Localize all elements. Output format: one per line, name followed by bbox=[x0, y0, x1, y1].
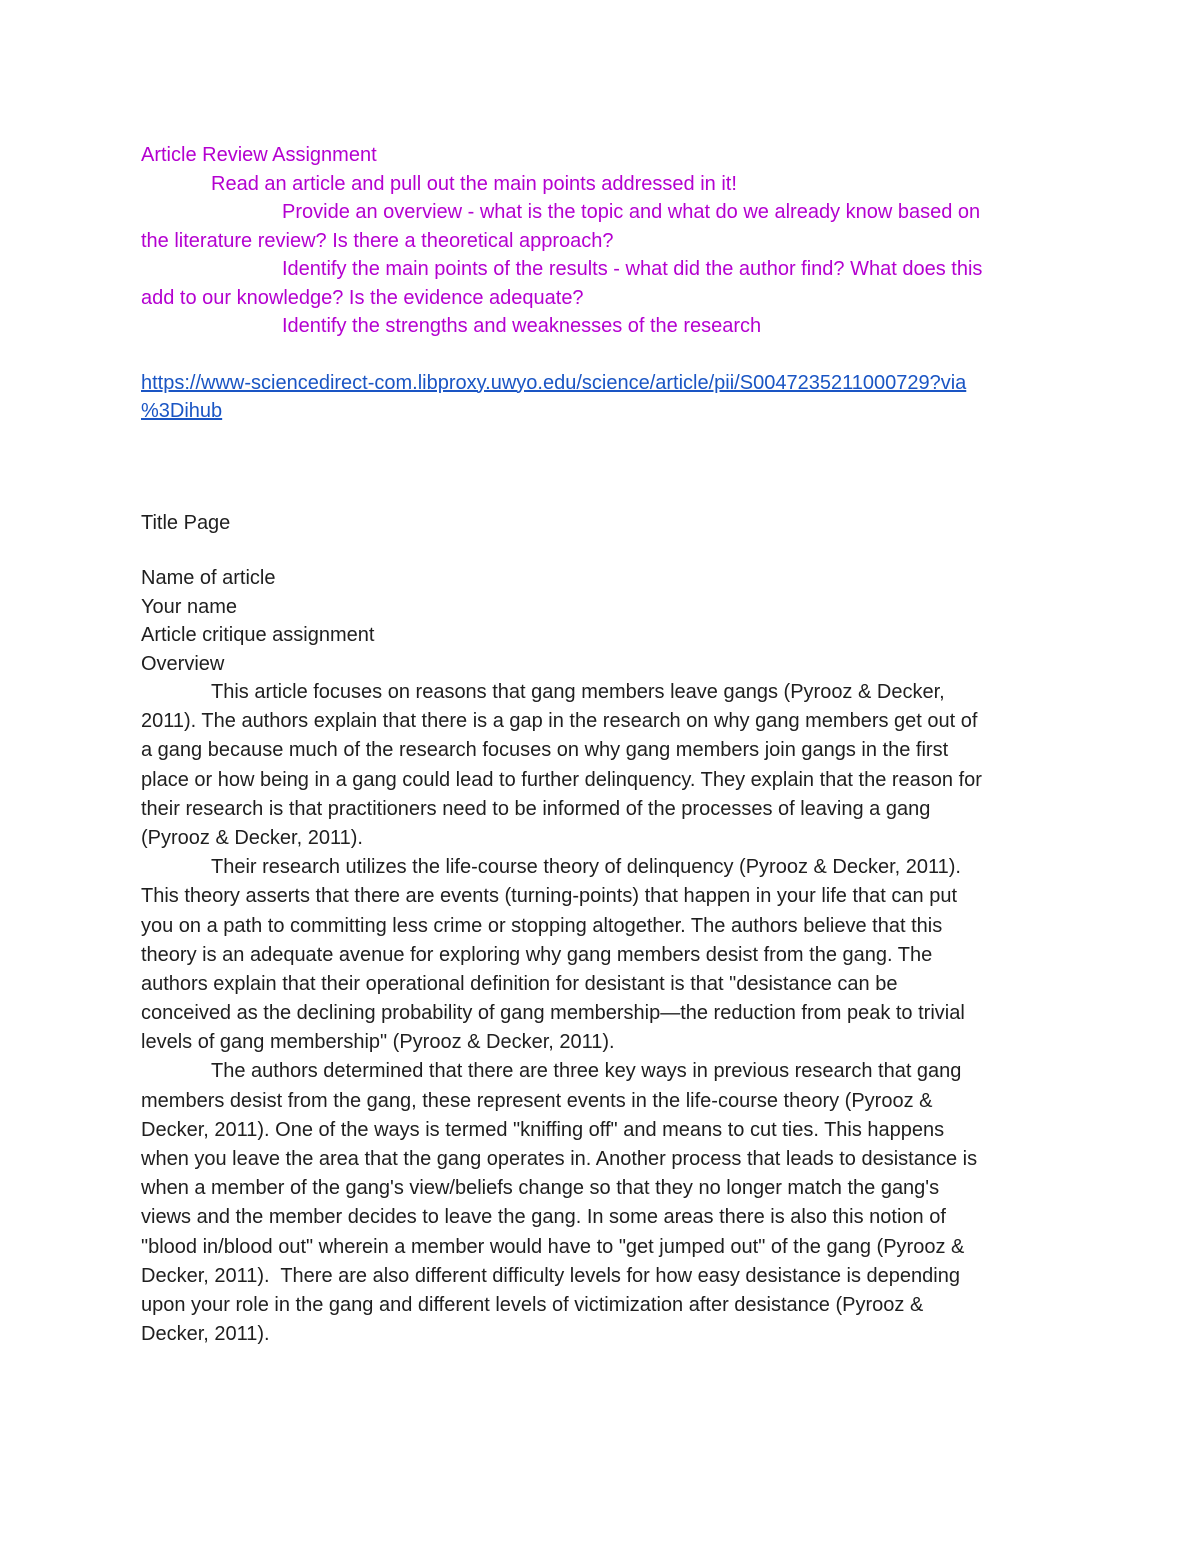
your-name-label: Your name bbox=[141, 595, 237, 618]
name-of-article-label: Name of article bbox=[141, 567, 276, 589]
paragraph-2 bbox=[141, 853, 1061, 1057]
overview-heading: Overview bbox=[141, 652, 225, 675]
document-page bbox=[141, 141, 1061, 1349]
paragraph-line: when a member of the gang's view/beliefs change so that they no longer match the gang's bbox=[141, 1177, 940, 1200]
paragraph-line: This article focuses on reasons that gang members leave gangs (Pyrooz & Decker, bbox=[211, 681, 945, 703]
paragraph-line: views and the member decides to leave the gang. In some areas there is also this notion of bbox=[141, 1206, 946, 1229]
paragraph-line: theory is an adequate avenue for exploring why gang members desist from the gang. The bbox=[141, 943, 933, 966]
paragraph-line: Decker, 2011). One of the ways is termed "kniffing off" and means to cut ties. This happens bbox=[141, 1118, 945, 1141]
overview-body bbox=[141, 678, 1061, 1349]
paragraph-line: Decker, 2011). There are also different difficulty levels for how easy desistance is depending bbox=[141, 1264, 960, 1287]
paragraph-line: conceived as the declining probability of gang membership—the reduction from peak to trivial bbox=[141, 1002, 965, 1025]
paragraph-line: upon your role in the gang and different levels of victimization after desistance (Pyrooz & bbox=[141, 1293, 924, 1316]
paragraph-line: when you leave the area that the gang operates in. Another process that leads to desistance is bbox=[141, 1148, 978, 1170]
paragraph-line: members desist from the gang, these represent events in the life-course theory (Pyrooz & bbox=[141, 1089, 933, 1112]
assignment-point-strengths: Identify the strengths and weaknesses of the research bbox=[282, 315, 762, 337]
paragraph-line: Decker, 2011). bbox=[141, 1323, 270, 1346]
paragraph-line: 2011). The authors explain that there is a gap in the research on why gang members get out of bbox=[141, 710, 978, 733]
assignment-point-results-cont: add to our knowledge? Is the evidence adequate? bbox=[141, 286, 584, 309]
paragraph-line: their research is that practitioners need to be informed of the processes of leaving a gang bbox=[141, 797, 931, 820]
paragraph-line: a gang because much of the research focuses on why gang members join gangs in the first bbox=[141, 739, 949, 762]
paragraph-line: you on a path to committing less crime or stopping altogether. The authors believe that this bbox=[141, 914, 943, 937]
paragraph-line: levels of gang membership" (Pyrooz & Decker, 2011). bbox=[141, 1031, 615, 1054]
paragraph-line: "blood in/blood out" wherein a member would have to "get jumped out" of the gang (Pyrooz & bbox=[141, 1235, 965, 1258]
assignment-point-results: Identify the main points of the results - what did the author find? What does this bbox=[282, 258, 983, 280]
article-link-line-1[interactable]: https://www-sciencedirect-com.libproxy.uwyo.edu/science/article/pii/S0047235211000729?via bbox=[141, 371, 967, 394]
assignment-heading: Article Review Assignment bbox=[141, 144, 377, 166]
paragraph-3 bbox=[141, 1057, 1061, 1349]
paragraph-line: place or how being in a gang could lead to further delinquency. They explain that the reason for bbox=[141, 768, 982, 791]
article-link[interactable] bbox=[141, 369, 1061, 426]
article-link-line-2[interactable]: %3Dihub bbox=[141, 400, 223, 422]
assignment-instruction: Read an article and pull out the main points addressed in it! bbox=[211, 172, 737, 195]
title-page-section bbox=[141, 509, 1061, 679]
paragraph-line: (Pyrooz & Decker, 2011). bbox=[141, 826, 363, 849]
assignment-point-overview-cont: the literature review? Is there a theoretical approach? bbox=[141, 229, 614, 252]
paragraph-line: authors explain that their operational definition for desistant is that "desistance can be bbox=[141, 972, 898, 995]
paragraph-line: Their research utilizes the life-course theory of delinquency (Pyrooz & Decker, 2011). bbox=[211, 856, 961, 879]
title-page-heading: Title Page bbox=[141, 511, 231, 534]
assignment-point-overview: Provide an overview - what is the topic and what do we already know based on bbox=[282, 201, 981, 223]
paragraph-1 bbox=[141, 678, 1061, 853]
assignment-instructions bbox=[141, 141, 1061, 341]
paragraph-line: This theory asserts that there are events (turning-points) that happen in your life that can put bbox=[141, 885, 958, 908]
paragraph-line: The authors determined that there are three key ways in previous research that gang bbox=[211, 1060, 962, 1083]
assignment-label: Article critique assignment bbox=[141, 624, 375, 646]
